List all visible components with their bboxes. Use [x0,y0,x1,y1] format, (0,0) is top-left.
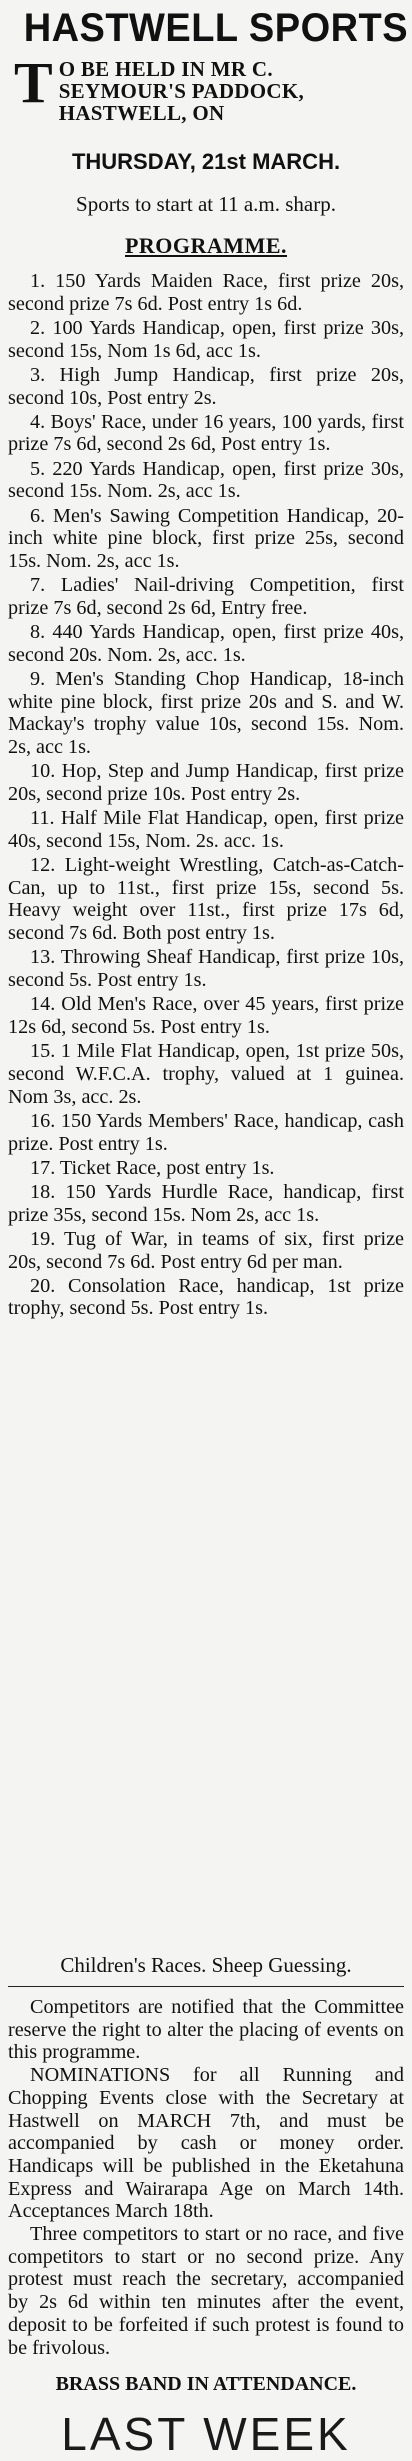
event-item: 3. High Jump Handicap, first prize 20s, second 10s, Post entry 2s. [8,363,404,409]
event-item: 18. 150 Yards Hurdle Race, handicap, first prize 35s, second 15s. Nom 2s, acc 1s. [8,1180,404,1226]
event-item: 20. Consolation Race, handicap, 1st prize trophy, second 5s. Post entry 1s. [8,1274,404,1320]
event-item: 14. Old Men's Race, over 45 years, first prize 12s 6d, second 5s. Post entry 1s. [8,993,404,1038]
divider [8,1986,404,1987]
event-item: 9. Men's Standing Chop Handicap, 18-inch white pine block, first prize 20s and S. and W. Mackay's trophy value 10s, second 15s. Nom. 2s, acc 1s. [8,667,404,759]
notice-protest: Three competitors to start or no race, and five competitors to start or no second prize. Any protest must reach the secretary, accompanied by 2s 6d within ten minutes after the event, deposit to be forfeited if such protest is found to be frivolous. [8,2223,404,2359]
event-item: 13. Throwing Sheaf Handicap, first prize 10s, second 5s. Post entry 1s. [8,946,404,992]
programme-heading-text: PROGRAMME. [124,233,288,258]
intro-text: O BE HELD IN MR C. SEYMOUR'S PADDOCK, HASTWELL, ON [58,57,305,125]
notice-competitors: Competitors are notified that the Committee reserve the right to alter the placing of events on this programme. [8,1996,404,2064]
event-item: 5. 220 Yards Handicap, open, first prize 30s, second 15s. Nom. 2s, acc 1s. [8,457,404,503]
headline: HASTWELL SPORTS [23,6,409,50]
start-time: Sports to start at 11 a.m. sharp. [76,192,336,216]
event-item: 19. Tug of War, in teams of six, first prize 20s, second 7s 6d. Post entry 6d per man. [8,1227,404,1273]
event-item: 2. 100 Yards Handicap, open, first prize 30s, second 15s, Nom 1s 6d, acc 1s. [8,316,404,362]
event-item: 16. 150 Yards Members' Race, handicap, cash prize. Post entry 1s. [8,1109,404,1155]
event-item: 15. 1 Mile Flat Handicap, open, 1st prize 50s, second W.F.C.A. trophy, valued at 1 guinea. Nom 3s, acc. 2s. [8,1040,404,1108]
programme-heading [8,232,404,260]
event-item: 10. Hop, Step and Jump Handicap, first prize 20s, second prize 10s. Post entry 2s. [8,760,404,805]
brass-band-line: BRASS BAND IN ATTENDANCE. [55,2373,357,2395]
children-races-line: Children's Races. Sheep Guessing. [60,1953,352,1977]
event-item: 17. Ticket Race, post entry 1s. [30,1156,275,1179]
intro-dropcap: T [14,50,53,115]
event-item: 8. 440 Yards Handicap, open, first prize 40s, second 20s. Nom. 2s, acc. 1s. [8,621,404,666]
event-list [8,270,404,1322]
event-item: 7. Ladies' Nail-driving Competition, first prize 7s 6d, second 2s 6d, Entry free. [8,574,404,619]
intro-paragraph [8,50,404,125]
event-date: THURSDAY, 21st MARCH. [71,149,341,174]
notice-nominations: NOMINATIONS for all Running and Chopping Events close with the Secretary at Hastwell on MARCH 7th, and must be accompanied by cash or money order. Handicaps will be published in the Eketahuna Express and Wairarapa Age on March 14th. Acceptances March 18th. [8,2064,404,2223]
event-item: 12. Light-weight Wrestling, Catch-as-Catch-Can, up to 11st., first prize 15s, second 5s. Heavy weight over 11st., first prize 17s 6d, second 7s 6d. Both post entry 1s. [8,854,404,945]
event-item: 1. 150 Yards Maiden Race, first prize 20s, second prize 7s 6d. Post entry 1s 6d. [8,270,404,315]
event-item: 6. Men's Sawing Competition Handicap, 20-inch white pine block, first prize 25s, second 15s. Nom. 2s, acc 1s. [8,504,404,572]
event-item: 4. Boys' Race, under 16 years, 100 yards, first prize 7s 6d, second 2s 6d, Post entry 1s. [8,410,404,456]
last-week-banner: LAST WEEK [61,2408,351,2460]
notices-block [8,1996,404,2359]
event-item: 11. Half Mile Flat Handicap, open, first prize 40s, second 15s, Nom. 2s. acc. 1s. [8,807,404,852]
